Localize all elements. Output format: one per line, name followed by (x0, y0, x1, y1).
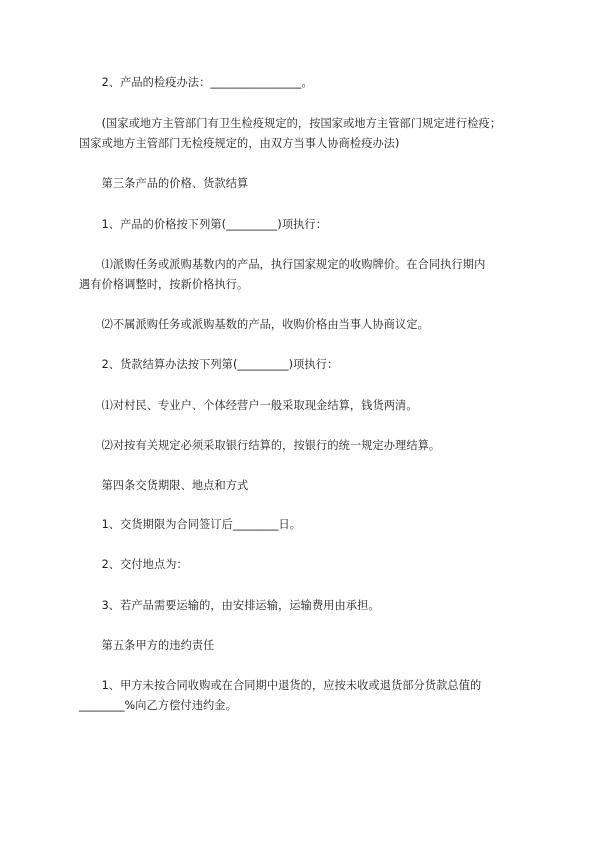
text-line-inspection-method: 2、产品的检疫办法：________________。 (79, 76, 313, 89)
section-heading-price-settlement: 第三条产品的价格、货款结算 (79, 177, 249, 190)
text-line-price-option: 1、产品的价格按下列第(_________)项执行： (79, 218, 327, 231)
text-line-liability-1b: ________%向乙方偿付违约金。 (79, 699, 237, 712)
text-line-price-item-1b: 遇有价格调整时，按新价格执行。 (79, 278, 249, 291)
text-line-transport: 3、若产品需要运输的，由安排运输，运输费用由承担。 (79, 599, 380, 612)
text-line-price-item-1a: ⑴派购任务或派购基数内的产品，执行国家规定的收购牌价。在合同执行期内 (79, 258, 486, 271)
text-line-settlement-item-1: ⑴对村民、专业户、个体经营户一般采取现金结算，钱货两清。 (79, 399, 418, 412)
section-heading-party-a-liability: 第五条甲方的违约责任 (79, 639, 215, 652)
text-line-price-item-2: ⑵不属派购任务或派购基数的产品，收购价格由当事人协商议定。 (79, 318, 429, 331)
text-line-settlement-option: 2、货款结算办法按下列第(_________)项执行： (79, 358, 339, 371)
text-line-delivery-period: 1、交货期限为合同签订后________日。 (79, 518, 302, 531)
text-line-delivery-place: 2、交付地点为： (79, 558, 188, 571)
text-line-note-1: (国家或地方主管部门有卫生检疫规定的，按国家或地方主管部门规定进行检疫； (79, 117, 502, 130)
text-line-note-2: 国家或地方主管部门无检疫规定的，由双方当事人协商检疫办法) (79, 137, 400, 150)
text-line-liability-1a: 1、甲方未按合同收购或在合同期中退货的，应按未收或退货部分货款总值的 (79, 679, 482, 692)
section-heading-delivery: 第四条交货期限、地点和方式 (79, 479, 249, 492)
text-line-settlement-item-2: ⑵对按有关规定必须采取银行结算的，按银行的统一规定办理结算。 (79, 439, 441, 452)
